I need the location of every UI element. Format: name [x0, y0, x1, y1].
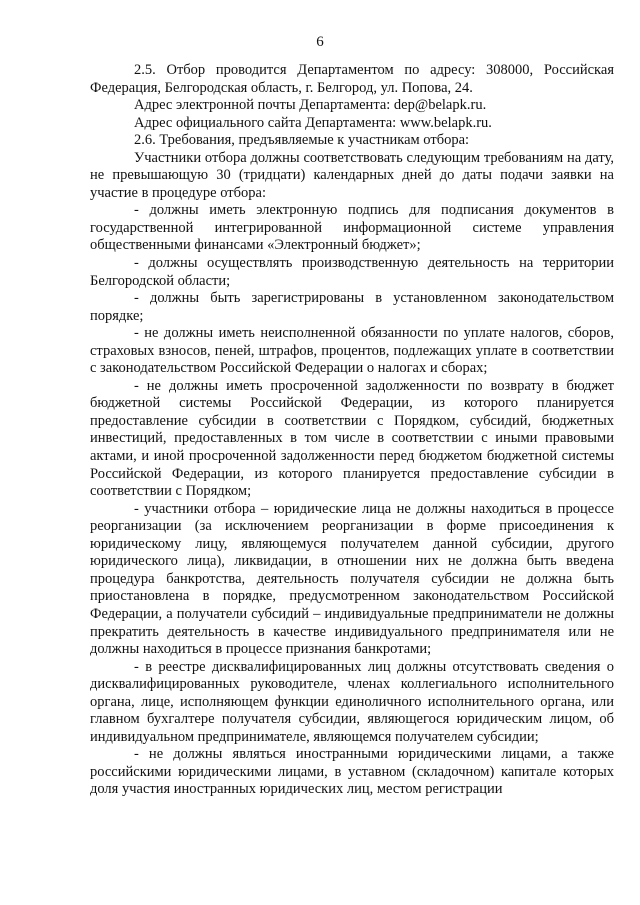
requirement-item: - должны быть зарегистрированы в установленном законодательством порядке; — [90, 290, 614, 324]
requirement-item: - не должны иметь просроченной задолженности по возврату в бюджет бюджетной системы Российской Федерации, из которого планируется предоставление субсидии в соответствии с Порядком, субсидий, бюджетных инвестиций, предоставленных в том числе в соответствии с иными правовыми актами, и иной просроченной задолженности перед бюджетом бюджетной системы Российской Федерации, из которого планируется предоставление субсидии в соответствии с Порядком; — [90, 377, 614, 500]
paragraph-website: Адрес официального сайта Департамента: www.belapk.ru. — [134, 114, 492, 131]
paragraph-2-6: 2.6. Требования, предъявляемые к участникам отбора: — [134, 132, 470, 149]
document-body — [90, 62, 614, 799]
paragraph-requirements-intro: Участники отбора должны соответствовать следующим требованиям на дату, не превышающую 30 (тридцати) календарных дней до даты подачи заявки на участие в процедуре отбора: — [90, 149, 614, 201]
requirement-item: - должны иметь электронную подпись для подписания документов в государственной интегрированной информационной системе управления общественными финансами «Электронный бюджет»; — [90, 202, 614, 254]
paragraph-email: Адрес электронной почты Департамента: dep@belapk.ru. — [134, 97, 487, 114]
requirement-item: - не должны иметь неисполненной обязанности по уплате налогов, сборов, страховых взносов, пеней, штрафов, процентов, подлежащих уплате в соответствии с законодательством Российской Федерации о налогах и сборах; — [90, 325, 614, 377]
page-number: 6 — [316, 34, 324, 50]
paragraph-2-5: 2.5. Отбор проводится Департаментом по адресу: 308000, Российская Федерация, Белгородская область, г. Белгород, ул. Попова, 24. — [90, 62, 614, 96]
requirement-item: - должны осуществлять производственную деятельность на территории Белгородской области; — [90, 255, 614, 289]
requirement-item: - участники отбора – юридические лица не должны находиться в процессе реорганизации (за исключением реорганизации в форме присоединения к юридическому лицу, являющемуся получателем данной субсидии, другого юридического лица), ликвидации, в отношении них не должна быть введена процедура банкротства, деятельность получателя субсидии не должна быть приостановлена в порядке, предусмотренном законодательством Российской Федерации, а получатели субсидий – индивидуальные предприниматели не должны прекратить деятельность в качестве индивидуального предпринимателя или не должны находиться в процессе признания банкротами; — [90, 500, 614, 658]
requirement-item: - в реестре дисквалифицированных лиц должны отсутствовать сведения о дисквалифицированных руководителе, членах коллегиального исполнительного органа, лице, исполняющем функции единоличного исполнительного органа, или главном бухгалтере получателя субсидии, являющегося юридическим лицом, об индивидуальном предпринимателе, являющемся получателем субсидии; — [90, 658, 614, 745]
requirement-item: - не должны являться иностранными юридическими лицами, а также российскими юридическими лицами, в уставном (складочном) капитале которых доля участия иностранных юридических лиц, местом регистрации — [90, 746, 614, 798]
